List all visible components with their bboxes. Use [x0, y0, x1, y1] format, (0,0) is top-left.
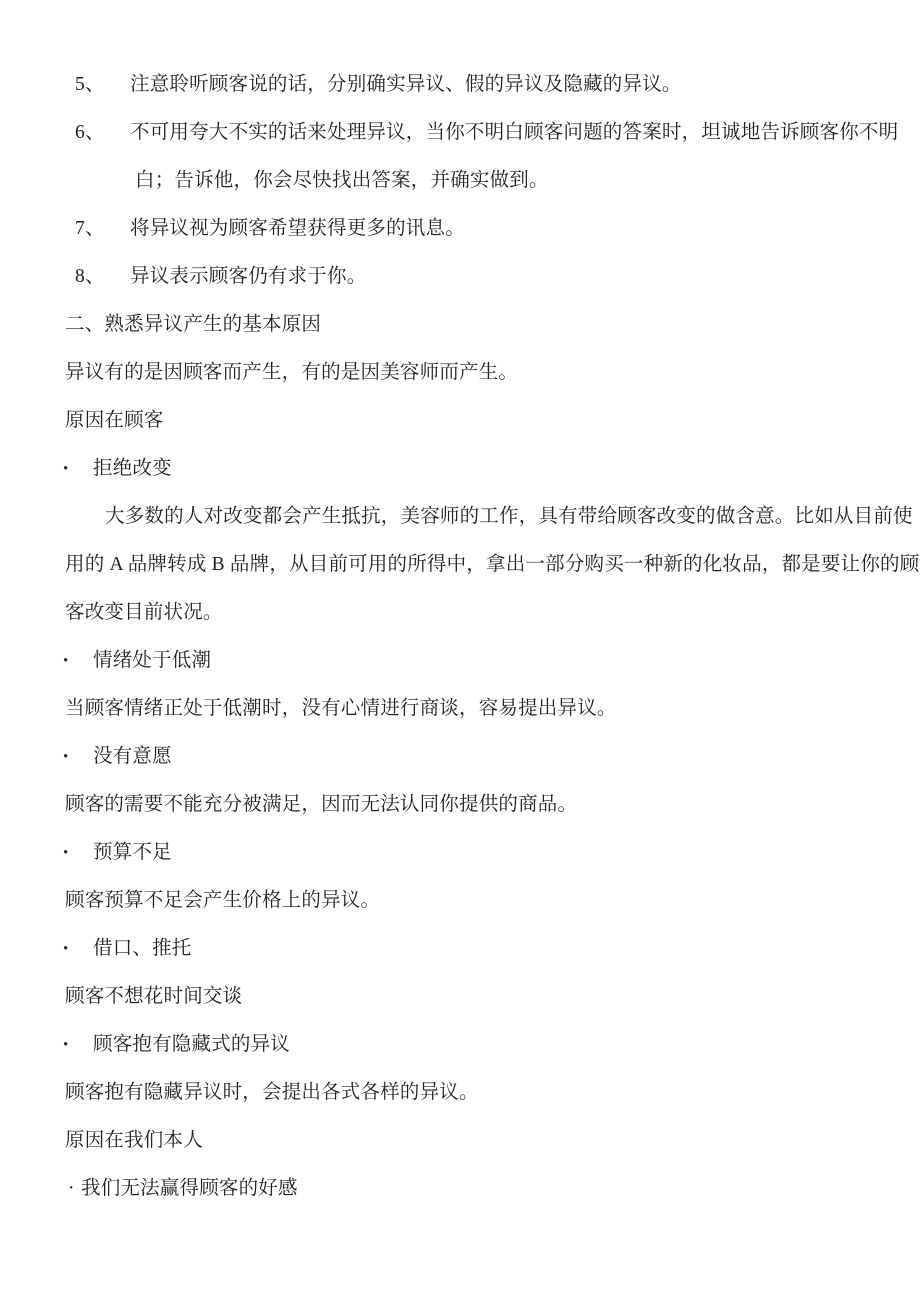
- doc-line-text: 情绪处于低潮: [93, 650, 212, 671]
- doc-line-text: 顾客预算不足会产生价格上的异议。: [65, 890, 381, 911]
- doc-line-plain: [65, 877, 880, 925]
- bullet-icon: •: [63, 1037, 69, 1053]
- doc-line-text: 借口、推托: [93, 938, 192, 959]
- doc-line-plain: [65, 541, 920, 589]
- doc-line-text: 不可用夸大不实的话来处理异议，当你不明白顾客问题的答案时，坦诚地告诉顾客你不明: [130, 122, 899, 143]
- doc-line-bullet: [65, 829, 880, 877]
- doc-line-text: 没有意愿: [93, 746, 172, 767]
- doc-line-plain: [65, 685, 880, 733]
- list-number-label: 8、: [75, 266, 105, 287]
- doc-line-bullet: [65, 637, 880, 685]
- bullet-icon: •: [63, 653, 69, 669]
- doc-line-text: 异议表示顾客仍有求于你。: [130, 266, 367, 287]
- doc-line-text: 用的 A 品牌转成 B 品牌，从目前可用的所得中，拿出一部分购买一种新的化妆品，都是要让你的顾: [65, 554, 920, 575]
- doc-line-text: 白；告诉他，你会尽快找出答案，并确实做到。: [135, 170, 549, 191]
- doc-line-bullet: [65, 1021, 880, 1069]
- doc-line-num: [75, 61, 880, 109]
- doc-line-text: 顾客抱有隐藏式的异议: [93, 1034, 291, 1055]
- doc-line-text: 注意聆听顾客说的话，分别确实异议、假的异议及隐藏的异议。: [130, 74, 682, 95]
- doc-line-bullet: [65, 925, 880, 973]
- doc-line-text: 顾客不想花时间交谈: [65, 986, 243, 1007]
- doc-line-bullet: [65, 733, 880, 781]
- doc-line-num: [75, 205, 880, 253]
- bullet-icon: •: [63, 749, 69, 765]
- doc-line-cont: [135, 157, 880, 205]
- doc-line-text: 原因在顾客: [65, 410, 164, 431]
- doc-line-dot: [68, 1165, 880, 1213]
- doc-line-text: 客改变目前状况。: [65, 602, 223, 623]
- doc-line-text: 我们无法赢得顾客的好感: [81, 1178, 298, 1199]
- doc-line-text: 原因在我们本人: [65, 1130, 203, 1151]
- bullet-icon: •: [63, 845, 69, 861]
- doc-line-plain: [65, 301, 880, 349]
- doc-line-num: [75, 109, 899, 157]
- doc-line-bullet: [65, 445, 880, 493]
- doc-line-plain: [65, 349, 880, 397]
- doc-line-plain: [65, 781, 880, 829]
- doc-line-text: 大多数的人对改变都会产生抵抗，美容师的工作，具有带给顾客改变的做含意。比如从目前使: [105, 506, 913, 527]
- bullet-icon: •: [63, 461, 69, 477]
- doc-line-text: 异议有的是因顾客而产生，有的是因美容师而产生。: [65, 362, 519, 383]
- list-number-label: 6、: [75, 122, 105, 143]
- doc-line-indent: [105, 493, 913, 541]
- doc-line-text: 当顾客情绪正处于低潮时，没有心情进行商谈，容易提出异议。: [65, 698, 617, 719]
- list-number-label: 5、: [75, 74, 105, 95]
- list-number-label: 7、: [75, 218, 105, 239]
- doc-line-text: 顾客的需要不能充分被满足，因而无法认同你提供的商品。: [65, 794, 578, 815]
- doc-line-num: [75, 253, 880, 301]
- doc-line-text: 将异议视为顾客希望获得更多的讯息。: [130, 218, 465, 239]
- doc-line-text: 顾客抱有隐藏异议时，会提出各式各样的异议。: [65, 1082, 479, 1103]
- doc-line-text: 拒绝改变: [93, 458, 172, 479]
- doc-line-plain: [65, 1117, 880, 1165]
- bullet-icon: •: [63, 941, 69, 957]
- doc-line-text: 预算不足: [93, 842, 172, 863]
- doc-line-plain: [65, 1069, 880, 1117]
- doc-line-plain: [65, 397, 880, 445]
- dot-bullet-icon: ·: [68, 1178, 75, 1199]
- doc-line-text: 二、熟悉异议产生的基本原因: [65, 314, 322, 335]
- doc-line-plain: [65, 973, 880, 1021]
- doc-line-plain: [65, 589, 880, 637]
